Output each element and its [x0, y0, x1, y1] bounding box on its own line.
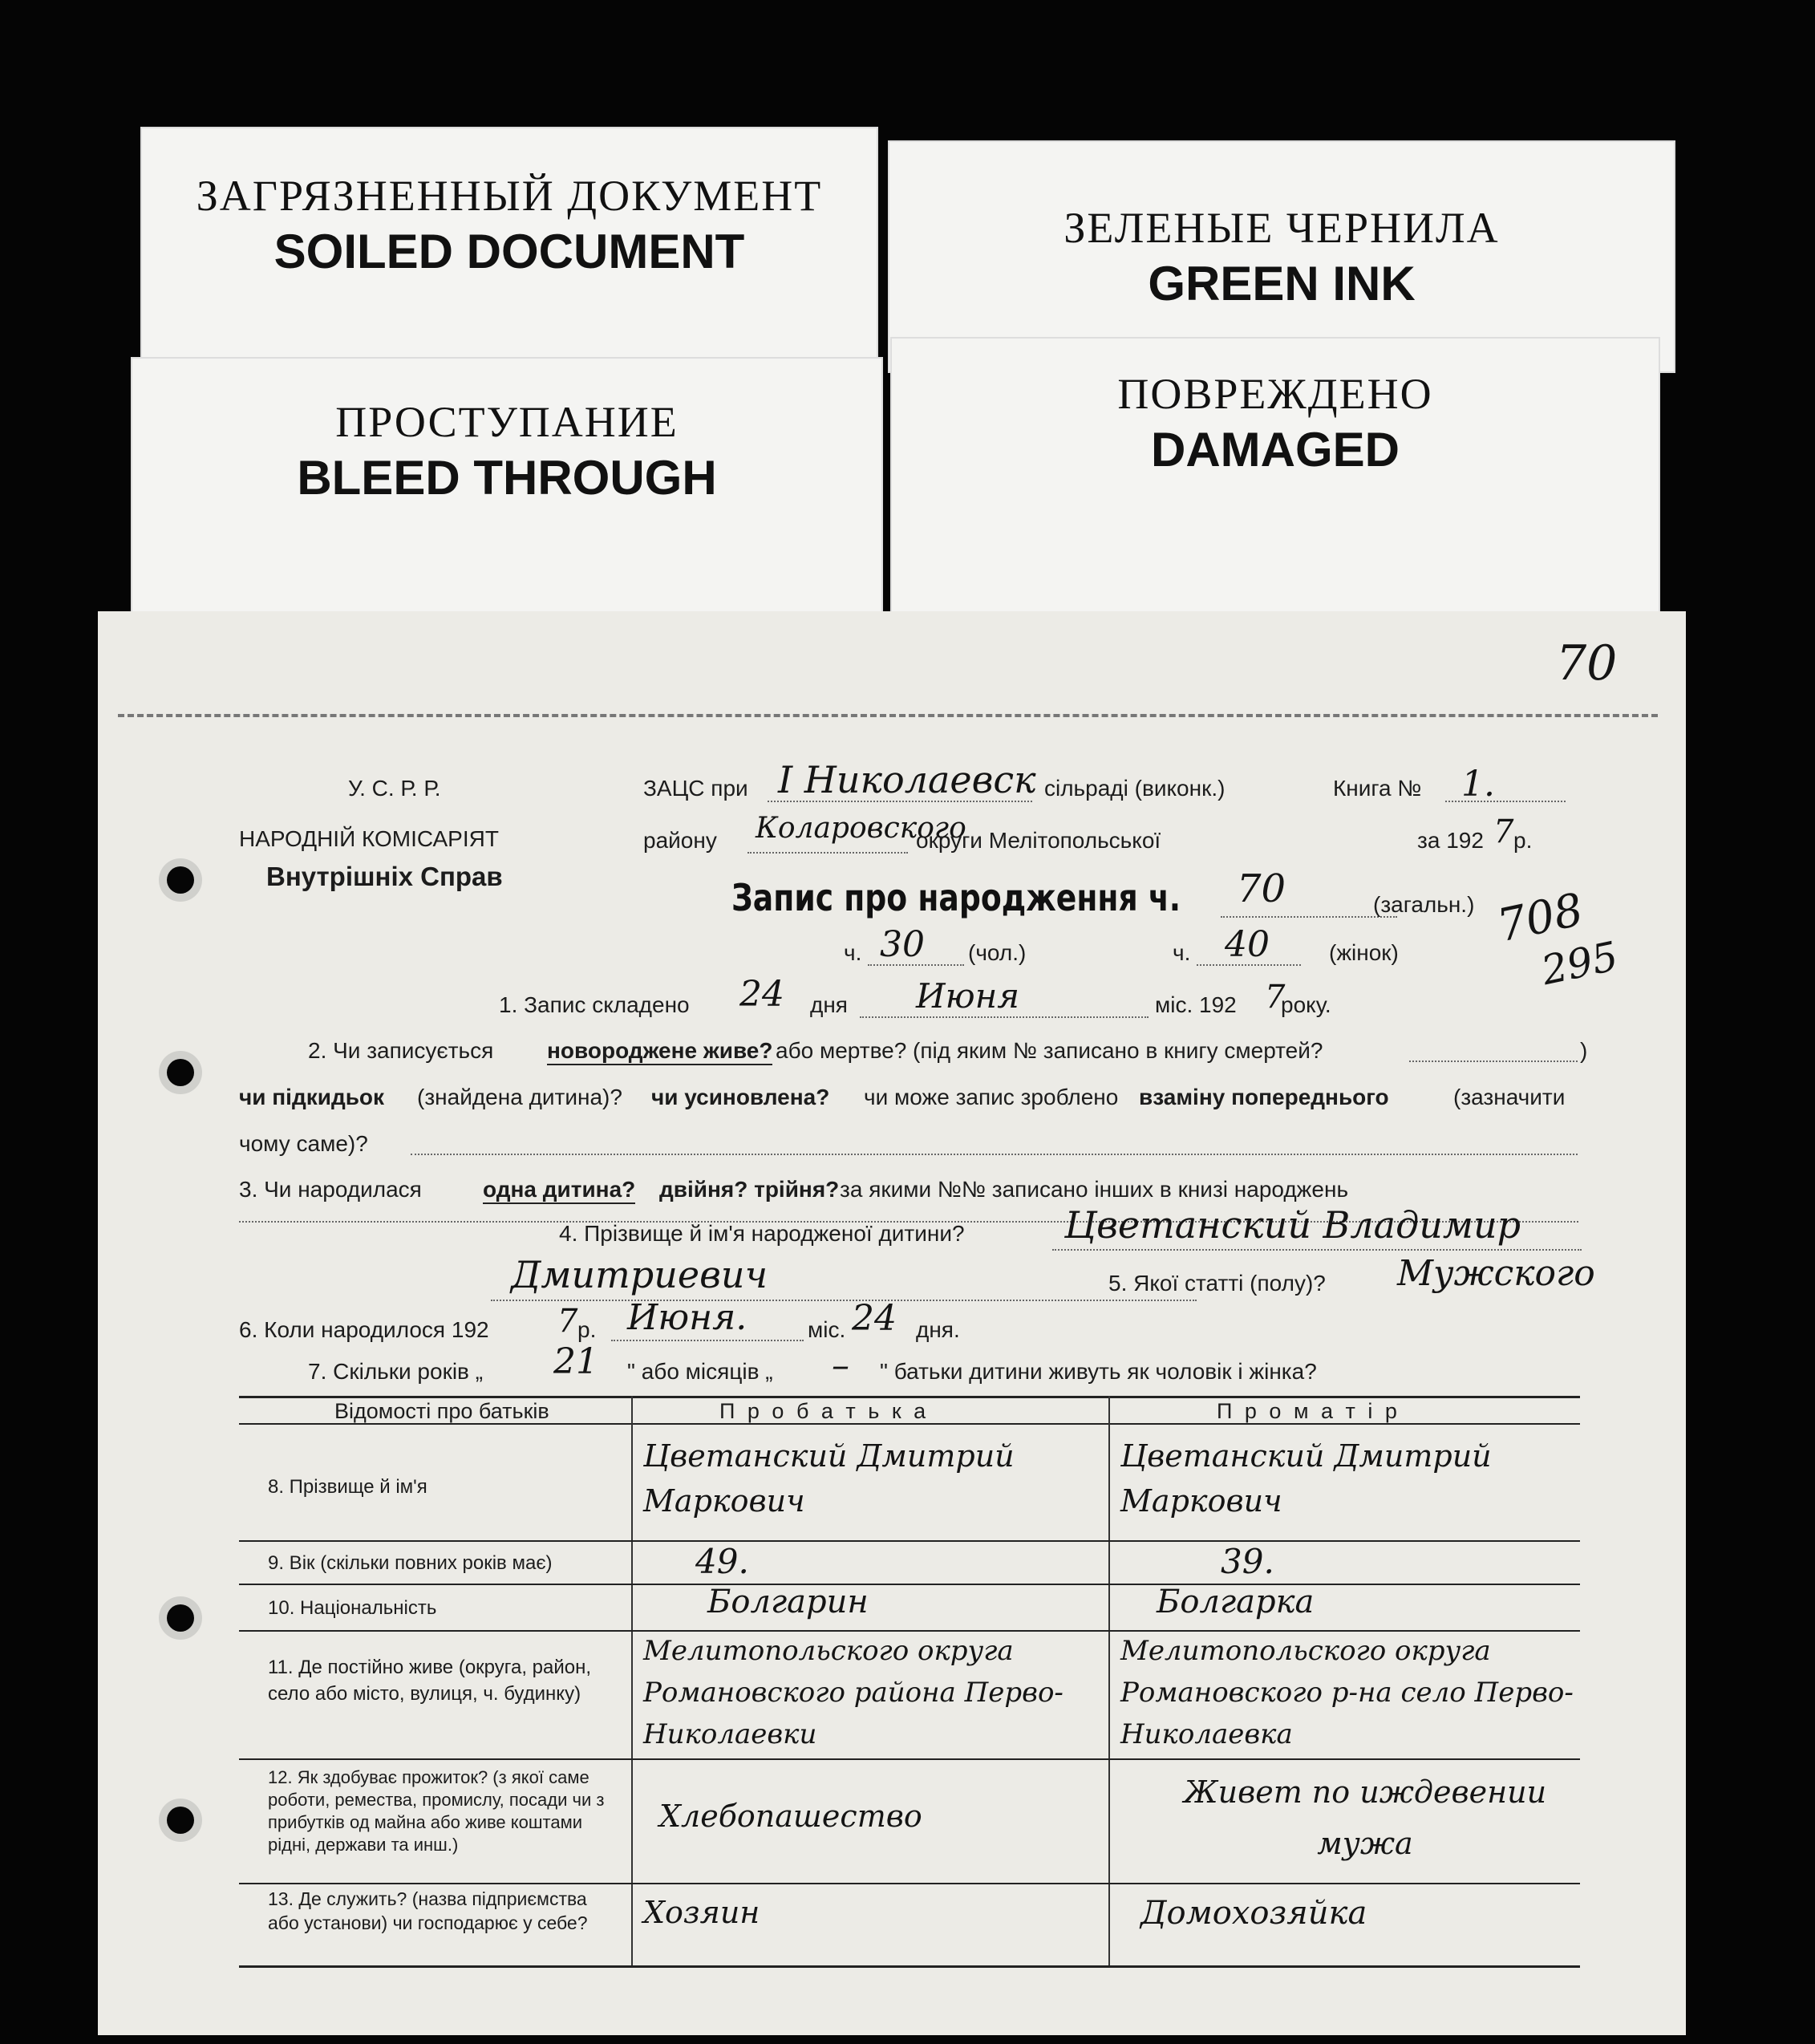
record-number-line [1221, 916, 1397, 918]
okruhy-label: округи Мелітопольської [916, 828, 1161, 853]
zacs-value: І Николаевск [778, 758, 1036, 801]
row8-mother: Цветанский Дмитрий Маркович [1120, 1438, 1492, 1519]
row12-father: Хлебопашество [659, 1799, 922, 1834]
row-line [239, 1584, 1580, 1585]
item2-close: ) [1580, 1038, 1588, 1063]
item3-twins: двійня? трійня? [659, 1177, 840, 1202]
item5-label: 5. Якої статті (полу)? [1108, 1271, 1326, 1296]
row13-label: 13. Де служить? (назва підприємства або установи) чи господарює у себе? [268, 1888, 588, 1933]
row-line [239, 1883, 1580, 1884]
item2-alive: новороджене живе? [547, 1038, 772, 1065]
row11-mother: Мелитопольского округа Романовского р-на село Перво-Николаевка [1120, 1635, 1574, 1750]
item2-why: чому саме)? [239, 1131, 368, 1156]
item1-day: 24 [739, 974, 784, 1015]
zahaln-label: (загальн.) [1373, 892, 1475, 917]
row11-label: 11. Де постійно живе (округа, район, село або місто, вулиця, ч. будинку) [268, 1657, 592, 1705]
birth-month: Июня. [627, 1297, 747, 1338]
item2-line [1409, 1061, 1578, 1062]
soiled-document-card [140, 127, 878, 367]
ch2-label: ч. [1173, 940, 1191, 965]
rayonu-label: району [643, 828, 717, 853]
item2-why-line [411, 1154, 1578, 1155]
side-number-2: 295 [1537, 932, 1623, 995]
item3-single: одна дитина? [483, 1177, 635, 1204]
item1-roku: року. [1281, 992, 1331, 1017]
item4-line [1052, 1249, 1582, 1251]
record-title: Запис про народження ч. [731, 876, 1181, 919]
item3-numbers: за якими №№ записано інших в книзі народжень [840, 1177, 1349, 1202]
green-card-ru: ЗЕЛЕНЫЕ ЧЕРНИЛА [1063, 204, 1500, 252]
damaged-card-ru: ПОВРЕЖДЕНО [1117, 370, 1433, 418]
ch2-line [1197, 964, 1301, 966]
punch-hole [167, 1059, 194, 1086]
bleed-through-card [131, 357, 883, 622]
item7-months: " або місяців „ [627, 1359, 773, 1384]
item1-label: 1. Запис складено [499, 992, 690, 1017]
ch1-label: ч. [844, 940, 862, 965]
item4-line2 [491, 1300, 1197, 1301]
row10-father: Болгарин [707, 1584, 869, 1620]
punch-hole [167, 1604, 194, 1632]
commissariat-label: НАРОДНІЙ КОМІСАРІЯТ [239, 826, 499, 851]
table-top [239, 1396, 1580, 1398]
bleed-card-ru: ПРОСТУПАНИЕ [335, 398, 679, 446]
knyha-line [1445, 801, 1566, 802]
row10-mother: Болгарка [1157, 1584, 1315, 1620]
table-col1 [631, 1396, 633, 1965]
rayonu-line [747, 852, 908, 854]
row8-label: 8. Прізвище й ім'я [268, 1476, 427, 1498]
child-sex: Мужского [1397, 1253, 1595, 1294]
corner-number: 70 [1556, 635, 1618, 691]
zhinok-label: (жінок) [1329, 940, 1399, 965]
item1-dnia: дня [810, 992, 848, 1017]
item4-label: 4. Прізвище й ім'я народженої дитини? [559, 1221, 965, 1246]
row-line [239, 1758, 1580, 1760]
ussr-label: У. С. Р. Р. [348, 776, 441, 801]
item6-r: р. [577, 1317, 597, 1342]
soiled-card-ru: ЗАГРЯЗНЕННЫЙ ДОКУМЕНТ [196, 172, 823, 220]
birth-day: 24 [852, 1298, 897, 1339]
knyha-value: 1. [1461, 764, 1495, 805]
married-years: 21 [553, 1341, 598, 1382]
row9-father: 49. [695, 1542, 749, 1581]
row-line [239, 1540, 1580, 1542]
bleed-card-en: BLEED THROUGH [297, 451, 717, 505]
record-number: 70 [1237, 866, 1286, 911]
item2-replacement: взаміну попереднього [1139, 1085, 1389, 1109]
zacs-label: ЗАЦС при [643, 776, 748, 801]
soiled-card-en: SOILED DOCUMENT [273, 225, 745, 278]
row12-mother: Живет по иждевении мужа [1183, 1774, 1547, 1861]
row13-father: Хозяин [643, 1895, 760, 1930]
col-head-info: Відомості про батьків [334, 1399, 549, 1423]
female-count: 40 [1225, 924, 1270, 965]
item2-specify: (зазначити [1453, 1085, 1566, 1109]
perforation-line [118, 714, 1658, 717]
row9-mother: 39. [1221, 1542, 1274, 1581]
row13-mother: Домохозяйка [1140, 1895, 1367, 1932]
item2-dead: або мертве? (під яким № записано в книгу смертей? [776, 1038, 1323, 1063]
za-r-label: р. [1513, 828, 1533, 853]
item6-line [611, 1340, 804, 1341]
row9-label: 9. Вік (скільки повних років має) [268, 1552, 553, 1574]
item2-foundling: чи підкидьок [239, 1085, 385, 1109]
item6-mis: міс. [808, 1317, 846, 1342]
item2-found-child: (знайдена дитина)? [417, 1085, 622, 1109]
child-name: Цветанский Владимир [1064, 1203, 1521, 1247]
rayonu-value: Коларовского [756, 812, 966, 845]
knyha-label: Книга № [1333, 776, 1422, 801]
item1-year: 7 [1265, 979, 1286, 1016]
green-card-en: GREEN INK [1148, 257, 1416, 310]
item6-dnia: дня. [916, 1317, 960, 1342]
row10-label: 10. Національність [268, 1597, 437, 1619]
punch-hole [167, 1807, 194, 1834]
item7-label: 7. Скільки років „ [308, 1359, 484, 1384]
item2-adopted: чи усиновлена? [651, 1085, 830, 1109]
row8-father: Цветанский Дмитрий Маркович [643, 1438, 1015, 1519]
item7-rest: " батьки дитини живуть як чоловік і жінка? [880, 1359, 1317, 1384]
married-months: – [832, 1345, 849, 1386]
male-count: 30 [880, 924, 925, 965]
item1-month: Июня [916, 976, 1020, 1016]
item1-mis: міс. 192 [1155, 992, 1237, 1017]
col-head-father: П р о б а т ь к а [719, 1399, 930, 1423]
damaged-card [890, 337, 1660, 614]
item1-line [860, 1016, 1149, 1018]
birth-record-page [98, 611, 1686, 2035]
table-col2 [1108, 1396, 1110, 1965]
row11-father: Мелитопольского округа Романовского района Перво-Николаевки [643, 1635, 1063, 1750]
punch-hole [167, 866, 194, 894]
item2-label: 2. Чи записується [308, 1038, 494, 1063]
chol-label: (чол.) [968, 940, 1027, 965]
internal-affairs-label: Внутрішніх Справ [266, 862, 503, 891]
item3-label: 3. Чи народилася [239, 1177, 422, 1202]
za-year-value: 7 [1493, 813, 1514, 850]
damaged-card-en: DAMAGED [1151, 423, 1400, 477]
row12-label: 12. Як здобуває прожиток? (з якої саме роботи, ремества, промислу, посади чи з прибутків од майна або живе коштами рідні, держави та инш.) [268, 1767, 605, 1855]
item6-label: 6. Коли народилося 192 [239, 1317, 489, 1342]
ch1-line [868, 964, 964, 966]
birth-year: 7 [557, 1303, 578, 1340]
side-number-1: 708 [1493, 883, 1588, 953]
child-patronymic: Дмитриевич [511, 1253, 768, 1296]
col-head-mother: П р о м а т і р [1217, 1399, 1400, 1423]
za-label: за 192 [1417, 828, 1484, 853]
item2-maybe: чи може запис зроблено [864, 1085, 1119, 1109]
silradi-label: сільраді (виконк.) [1044, 776, 1226, 801]
table-bottom [239, 1965, 1580, 1968]
